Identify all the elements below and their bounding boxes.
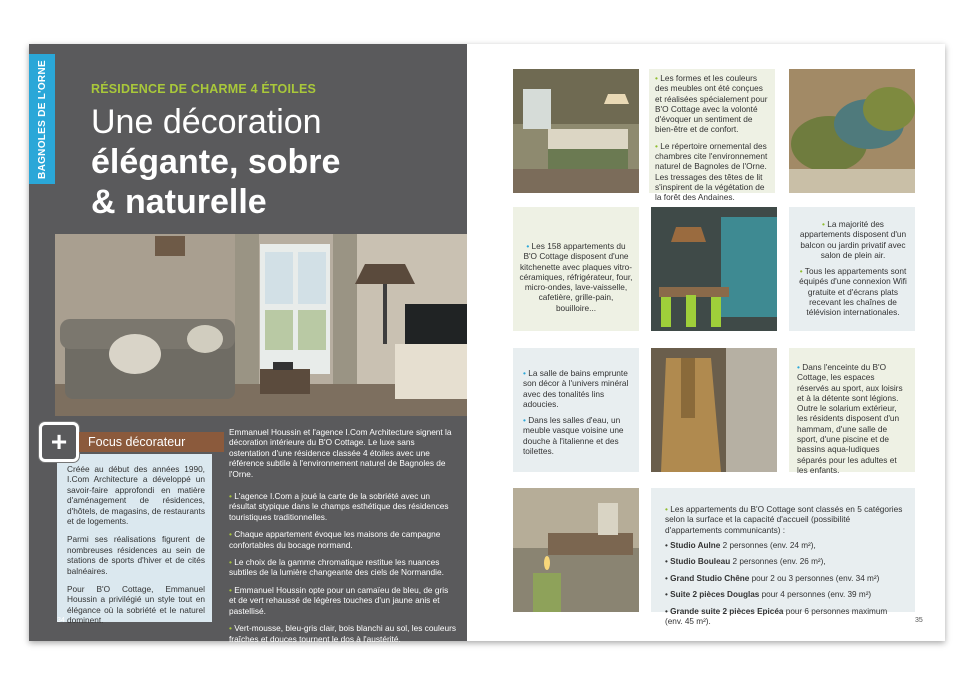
focus-paragraph: Pour B'O Cottage, Emmanuel Houssin a privilégié un style tout en élégance où la sobriété et le naturel dominent. — [67, 584, 205, 626]
balcony-box — [789, 207, 915, 331]
furniture-box — [649, 69, 775, 203]
bullet-icon: • — [523, 415, 526, 426]
article-kicker: RÉSIDENCE DE CHARME 4 ÉTOILES — [91, 82, 317, 96]
bullet-item: • Dans l'enceinte du B'O Cottage, les espaces réservés au sport, aux loisirs et à la détente sont légions. Outre le solarium extérieur, les résidents disposent d'un hammam, d'une salle de sport, d'une piscine et de bassins aqua-ludiques séparés pour les adultes et les enfants. — [797, 362, 903, 475]
article-title — [91, 102, 340, 222]
bullet-icon: • — [229, 491, 232, 502]
bullet-item: • L'agence I.Com a joué la carte de la sobriété avec un résultat stypique dans le champs esthétique des résidences touristiques traditionnelles. — [229, 491, 449, 522]
title-line-1: Une décoration — [91, 103, 322, 141]
bedroom-photo — [513, 69, 639, 193]
right-page — [467, 44, 945, 641]
intro-paragraph: Emmanuel Houssin et l'agence I.Com Architecture signent la décoration intérieure du B'O Cottage. Le luxe sans ostentation d'une résidence classée 4 étoiles avec une référence subtile à l'environnement naturel de Bagnoles de l'Orne. — [229, 427, 452, 479]
kitchen-photo — [651, 207, 777, 331]
bullet-item: • La majorité des appartements disposent d'un balcon ou jardin privatif avec salon de plein air. — [799, 219, 907, 260]
magazine-spread — [29, 44, 945, 644]
category-item: • Studio Aulne 2 personnes (env. 24 m²), — [665, 540, 816, 550]
section-tab — [29, 54, 55, 184]
bullet-item: • Tous les appartements sont équipés d'une connexion Wifi gratuite et d'écrans plats recevant les chaînes de télévision internationales. — [799, 266, 907, 318]
focus-paragraph: Parmi ses réalisations figurent de nombreuses résidences au sein de stations de sports d'hiver et de cités balnéaires. — [67, 534, 205, 576]
categories-intro: • Les appartements du B'O Cottage sont classés en 5 catégories selon la surface et la capacité d'accueil (possibilité d'appartements communicants) : — [665, 504, 903, 535]
bullet-icon: • — [229, 557, 232, 568]
bullet-icon: • — [822, 219, 825, 229]
plus-icon: + — [39, 422, 79, 462]
bullet-item: • Emmanuel Houssin opte pour un camaïeu de bleu, de gris et de vert rehaussé de légères touches d'un jaune anis et pastellisé. — [229, 584, 449, 616]
bullet-icon: • — [799, 266, 803, 277]
focus-text — [67, 464, 205, 634]
kitchen-box — [513, 207, 639, 331]
focus-label: Focus décorateur — [79, 432, 224, 452]
cushions-photo — [789, 69, 915, 193]
category-item: • Grand Studio Chêne pour 2 ou 3 personnes (env. 34 m²) — [665, 573, 880, 583]
categories-box — [651, 488, 915, 626]
bullet-icon: • — [655, 73, 658, 83]
page-number-left: 34 — [57, 617, 65, 624]
bullet-item: • Chaque appartement évoque les maisons de campagne confortables du bocage normand. — [229, 529, 441, 550]
bullet-item: • Le répertoire ornemental des chambres cite l'environnement naturel de Bagnoles de l'Orne. Les tressages des têtes de lit s'inspirent de la végétation de la forêt des Andaines. — [655, 140, 768, 203]
bullet-icon: • — [526, 241, 530, 251]
bullet-icon: • — [797, 362, 800, 372]
bath-box — [513, 348, 639, 472]
page-number-right: 35 — [915, 617, 923, 624]
bullet-icon: • — [655, 140, 658, 151]
living-room-photo — [55, 234, 487, 416]
focus-paragraph: Créée au début des années 1990, I.Com Architecture a développé un savoir-faire approfondi en matière d'aménagement de résidences, d'hôtels, de magasins, de restaurants et de logements. — [67, 464, 205, 527]
bullet-item: • La salle de bains emprunte son décor à l'univers minéral avec des tonalités lins adoucies. — [523, 368, 629, 409]
bathrobe-photo — [651, 348, 777, 472]
bullet-item: • Les formes et les couleurs des meubles ont été conçues et réalisées spécialement pour B'O Cottage avec la volonté d'évoquer un sentiment de bien-être et de confort. — [655, 73, 768, 135]
bullet-item: • Dans les salles d'eau, un meuble vasque voisine une douche à l'italienne et des toilettes. — [523, 415, 624, 457]
bullet-item: • Vert-mousse, bleu-gris clair, bois blanchi au sol, les couleurs fraîches et douces tournent le dos à l'austérité. — [229, 623, 457, 644]
category-item: • Suite 2 pièces Douglas pour 4 personnes (env. 39 m²) — [665, 590, 872, 600]
left-page — [29, 44, 467, 644]
section-tab-label: BAGNOLES DE L'ORNE — [36, 59, 48, 179]
bullet-icon: • — [229, 529, 232, 540]
leisure-box — [789, 348, 915, 475]
bullet-icon: • — [523, 368, 526, 378]
bullet-icon: • — [229, 623, 232, 634]
bullet-icon: • — [229, 584, 232, 595]
category-item: • Studio Bouleau 2 personnes (env. 26 m²), — [665, 557, 826, 567]
bullet-item: • Le choix de la gamme chromatique restitue les nuances subtiles de la lumière changeante des ciels de Normandie. — [229, 557, 444, 578]
category-item: • Grande suite 2 pièces Epicéa pour 6 personnes maximum (env. 45 m²). — [665, 606, 888, 626]
candle-photo — [513, 488, 639, 612]
bullet-icon: • — [665, 504, 668, 514]
bullet-item: • Les 158 appartements du B'O Cottage disposent d'une kitchenette avec plaques vitro-céramiques, réfrigérateur, four, micro-ondes, lave-vaisselle, cafetière, grille-pain, bouilloire... — [519, 241, 633, 313]
main-text — [229, 427, 457, 651]
title-line-2: élégante, sobre — [91, 143, 341, 181]
title-line-3: & naturelle — [91, 183, 267, 221]
